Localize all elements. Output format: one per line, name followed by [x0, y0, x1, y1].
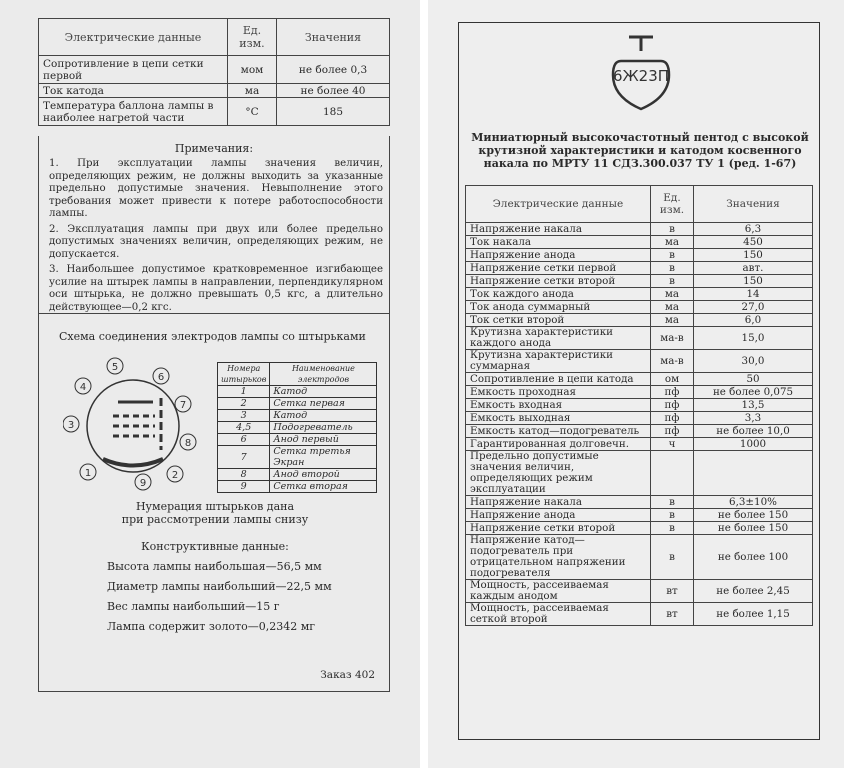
- param-cell: Емкость входная: [466, 399, 651, 412]
- param-cell: Напряжение сетки второй: [466, 522, 651, 535]
- constructive-title: Конструктивные данные:: [141, 540, 289, 553]
- pin-number: 7: [218, 446, 270, 469]
- param-cell: Напряжение анода: [466, 509, 651, 522]
- param-cell: Ток сетки второй: [466, 314, 651, 327]
- note-3: 3. Наибольшее допустимое кратковременное изгибающее усилие на штырек лампы в направлении, перпендикулярном оси штырька, не должно превышать 0,5 кгс, а длительно действующее—0,2 кгс.: [49, 264, 383, 313]
- value-cell: не более 40: [277, 84, 390, 98]
- param-cell: Крутизна характеристики суммарная: [466, 350, 651, 373]
- param-cell: Напряжение катод—подогреватель при отрицательном напряжении подогревателя: [466, 535, 651, 580]
- unit-cell: пф: [651, 425, 694, 438]
- param-cell: Емкость катод—подогреватель: [466, 425, 651, 438]
- pin-number: 8: [218, 469, 270, 481]
- logo-text: 6Ж23П: [612, 67, 670, 85]
- table-row: [466, 412, 813, 425]
- param-cell: Ток катода: [39, 84, 228, 98]
- pin-number: 6: [218, 434, 270, 446]
- right-table-body: [466, 223, 813, 626]
- value-cell: 14: [694, 288, 813, 301]
- table-row: [39, 98, 390, 126]
- pin-label: 5: [111, 362, 119, 373]
- table-row: [466, 262, 813, 275]
- unit-cell: вт: [651, 603, 694, 626]
- header-param: Электрические данные: [39, 19, 228, 56]
- notes-section: [38, 136, 390, 314]
- param-cell: Напряжение сетки второй: [466, 275, 651, 288]
- unit-cell: ом: [651, 373, 694, 386]
- order-number: Заказ 402: [320, 669, 375, 681]
- unit-cell: в: [651, 535, 694, 580]
- table-row: [466, 580, 813, 603]
- unit-cell: ма: [228, 84, 277, 98]
- value-cell: 3,3: [694, 412, 813, 425]
- value-cell: 6,0: [694, 314, 813, 327]
- unit-cell: пф: [651, 399, 694, 412]
- pin-label: 8: [184, 438, 192, 449]
- table-row: [466, 327, 813, 350]
- description-line: накала по МРТУ 11 СДЗ.300.037 ТУ 1 (ред. 1-67): [483, 157, 797, 170]
- param-cell: Температура баллона лампы в наиболее нагретой части: [39, 98, 228, 126]
- pin-label: 3: [67, 420, 75, 431]
- value-cell: не более 0,3: [277, 56, 390, 84]
- note-2: 2. Эксплуатация лампы при двух или более предельно допустимых значениях величин, определяющих режим, не допускается.: [49, 223, 383, 260]
- table-row: [466, 496, 813, 509]
- pin-number: 1: [218, 386, 270, 398]
- pin-electrode: Анод первый: [270, 434, 377, 446]
- left-electrical-table: [38, 18, 390, 126]
- table-row: [466, 249, 813, 262]
- value-cell: 150: [694, 249, 813, 262]
- table-row: [466, 438, 813, 451]
- param-cell: Напряжение накала: [466, 496, 651, 509]
- note-1: 1. При эксплуатации лампы значения величин, определяющих режим, не должны выходить за указанные предельно допустимые значения. Невыполнение этого требования может привести к потере работоспособности лампы.: [49, 158, 383, 219]
- pin-electrode: Сетка первая: [270, 398, 377, 410]
- param-cell: Мощность, рассеиваемая сеткой второй: [466, 603, 651, 626]
- unit-cell: ма: [651, 314, 694, 327]
- value-cell: 185: [277, 98, 390, 126]
- notes-title: Примечания:: [174, 142, 254, 155]
- pin-number: 2: [218, 398, 270, 410]
- right-electrical-table: [465, 185, 813, 626]
- unit-cell: в: [651, 249, 694, 262]
- param-cell: Сопротивление в цепи катода: [466, 373, 651, 386]
- param-cell: Напряжение сетки первой: [466, 262, 651, 275]
- numbering-line: при рассмотрении лампы снизу: [121, 513, 309, 526]
- pin-electrode: Сетка вторая: [270, 481, 377, 493]
- value-cell: 1000: [694, 438, 813, 451]
- pin-label: 6: [157, 372, 165, 383]
- pin-electrode: Подогреватель: [270, 422, 377, 434]
- constructive-line: Диаметр лампы наибольший—22,5 мм: [107, 580, 332, 593]
- scheme-section: [38, 314, 390, 692]
- table-row: [466, 603, 813, 626]
- table-row: [39, 84, 390, 98]
- value-cell: 6,3±10%: [694, 496, 813, 509]
- value-cell: 15,0: [694, 327, 813, 350]
- unit-cell: в: [651, 509, 694, 522]
- pin-header-name: Наименование электродов: [270, 363, 377, 386]
- unit-cell: в: [651, 496, 694, 509]
- unit-cell: [651, 451, 694, 496]
- pin-table: [217, 362, 377, 493]
- table-row: [466, 399, 813, 412]
- table-row: [218, 434, 377, 446]
- value-cell: 150: [694, 275, 813, 288]
- value-cell: 6,3: [694, 223, 813, 236]
- table-row: [218, 386, 377, 398]
- value-cell: не более 1,15: [694, 603, 813, 626]
- pin-electrode: Анод второй: [270, 469, 377, 481]
- unit-cell: пф: [651, 412, 694, 425]
- param-cell: Емкость проходная: [466, 386, 651, 399]
- pin-number: 4,5: [218, 422, 270, 434]
- table-row: [466, 223, 813, 236]
- table-row: [466, 425, 813, 438]
- value-cell: не более 100: [694, 535, 813, 580]
- unit-cell: °С: [228, 98, 277, 126]
- param-cell: Крутизна характеристики каждого анода: [466, 327, 651, 350]
- unit-cell: ч: [651, 438, 694, 451]
- table-row: [39, 56, 390, 84]
- value-cell: не более 0,075: [694, 386, 813, 399]
- param-cell: Гарантированная долговечн.: [466, 438, 651, 451]
- unit-cell: пф: [651, 386, 694, 399]
- table-row: [466, 451, 813, 496]
- param-cell: Сопротивление в цепи сетки первой: [39, 56, 228, 84]
- param-cell: Мощность, рассеиваемая каждым анодом: [466, 580, 651, 603]
- numbering-line: Нумерация штырьков дана: [135, 500, 295, 513]
- value-cell: 13,5: [694, 399, 813, 412]
- constructive-line: Высота лампы наибольшая—56,5 мм: [107, 560, 322, 573]
- value-cell: не более 150: [694, 522, 813, 535]
- table-row: [466, 301, 813, 314]
- param-cell: Ток анода суммарный: [466, 301, 651, 314]
- table-row: [466, 535, 813, 580]
- pin-label: 9: [139, 478, 147, 489]
- table-row: [218, 410, 377, 422]
- table-row: [466, 275, 813, 288]
- unit-cell: в: [651, 275, 694, 288]
- pin-label: 1: [84, 468, 92, 479]
- table-row: [218, 398, 377, 410]
- pin-electrode: Катод: [270, 410, 377, 422]
- table-row: [466, 314, 813, 327]
- table-row: [466, 288, 813, 301]
- param-cell: Ток накала: [466, 236, 651, 249]
- scheme-title: Схема соединения электродов лампы со штырьками: [59, 330, 366, 343]
- tube-logo: [609, 33, 673, 117]
- pin-electrode: Сетка третья Экран: [270, 446, 377, 469]
- constructive-line: Вес лампы наибольший—15 г: [107, 600, 280, 613]
- value-cell: 450: [694, 236, 813, 249]
- right-frame: [458, 22, 820, 740]
- header-unit: Ед. изм.: [651, 186, 694, 223]
- unit-cell: ма: [651, 236, 694, 249]
- value-cell: 27,0: [694, 301, 813, 314]
- unit-cell: ма-в: [651, 350, 694, 373]
- header-value: Значения: [277, 19, 390, 56]
- unit-cell: в: [651, 262, 694, 275]
- header-param: Электрические данные: [466, 186, 651, 223]
- value-cell: не более 10,0: [694, 425, 813, 438]
- table-row: [466, 350, 813, 373]
- value-cell: не более 2,45: [694, 580, 813, 603]
- table-row: [218, 469, 377, 481]
- left-sheet: [0, 0, 420, 768]
- description-line: Миниатюрный высокочастотный пентод с высокой: [471, 131, 809, 144]
- table-row: [466, 373, 813, 386]
- table-row: [466, 386, 813, 399]
- param-cell: Емкость выходная: [466, 412, 651, 425]
- table-row: [218, 422, 377, 434]
- unit-cell: вт: [651, 580, 694, 603]
- pin-label: 7: [179, 400, 187, 411]
- unit-cell: в: [651, 223, 694, 236]
- table-row: [466, 236, 813, 249]
- param-cell: Напряжение накала: [466, 223, 651, 236]
- pin-label: 4: [79, 382, 87, 393]
- header-unit: Ед. изм.: [228, 19, 277, 56]
- param-cell: Предельно допустимые значения величин, определяющих режим эксплуатации: [466, 451, 651, 496]
- pin-number: 9: [218, 481, 270, 493]
- unit-cell: ма: [651, 288, 694, 301]
- table-row: [466, 522, 813, 535]
- value-cell: авт.: [694, 262, 813, 275]
- value-cell: 50: [694, 373, 813, 386]
- constructive-line: Лампа содержит золото—0,2342 мг: [107, 620, 316, 633]
- value-cell: 30,0: [694, 350, 813, 373]
- table-row: [466, 509, 813, 522]
- pin-diagram: [63, 354, 213, 494]
- tube-description: [459, 131, 821, 170]
- unit-cell: ма-в: [651, 327, 694, 350]
- right-sheet: [428, 0, 844, 768]
- pin-number: 3: [218, 410, 270, 422]
- pin-electrode: Катод: [270, 386, 377, 398]
- pin-label: 2: [171, 470, 179, 481]
- unit-cell: мом: [228, 56, 277, 84]
- numbering-note: [39, 500, 391, 526]
- unit-cell: ма: [651, 301, 694, 314]
- pin-header-number: Номера штырьков: [218, 363, 270, 386]
- value-cell: не более 150: [694, 509, 813, 522]
- value-cell: [694, 451, 813, 496]
- unit-cell: в: [651, 522, 694, 535]
- table-row: [218, 481, 377, 493]
- table-row: [218, 446, 377, 469]
- param-cell: Напряжение анода: [466, 249, 651, 262]
- description-line: крутизной характеристики и катодом косвенного: [478, 144, 802, 157]
- param-cell: Ток каждого анода: [466, 288, 651, 301]
- header-value: Значения: [694, 186, 813, 223]
